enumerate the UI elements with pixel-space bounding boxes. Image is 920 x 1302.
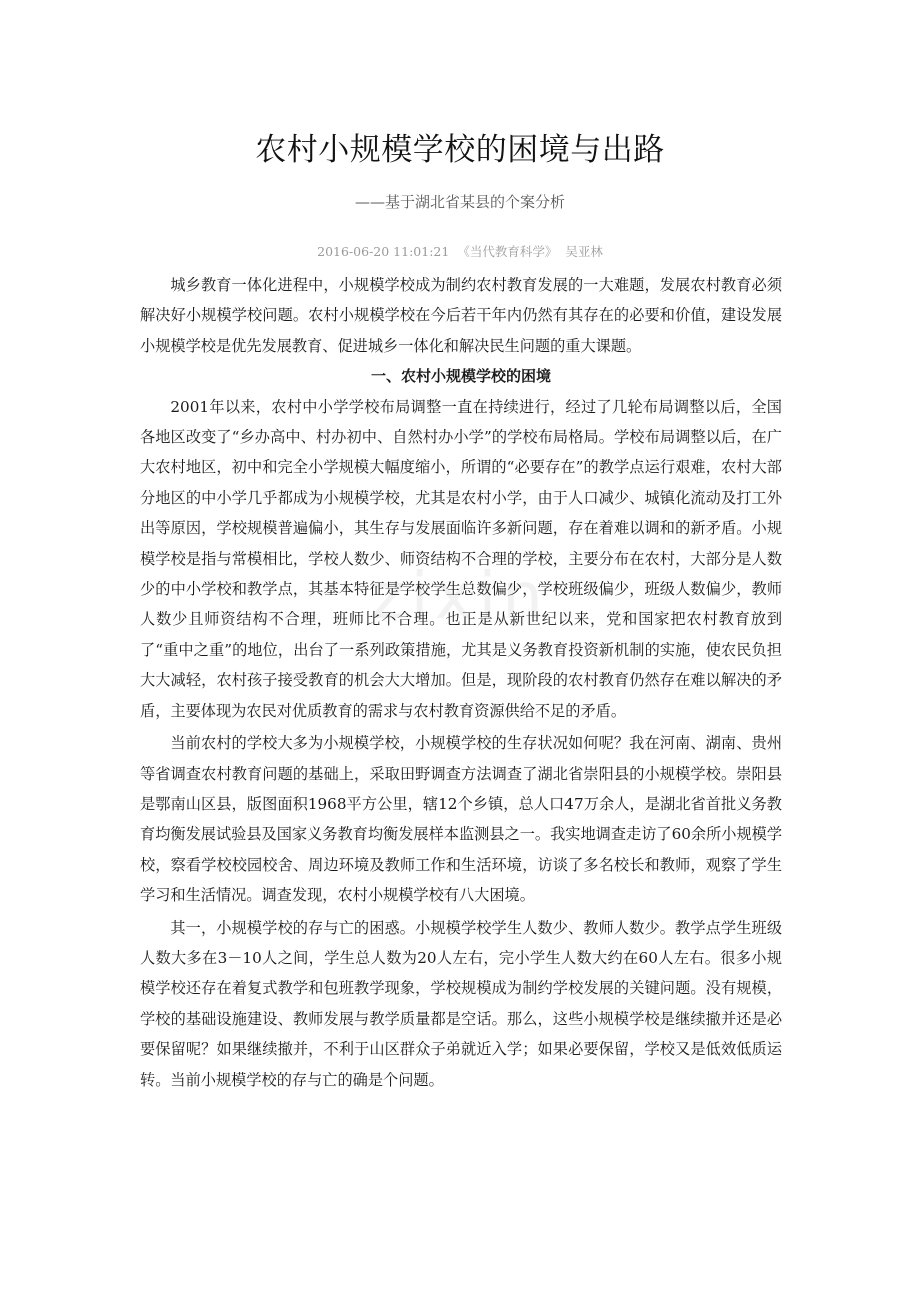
body-paragraph: 2001年以来，农村中小学学校布局调整一直在持续进行，经过了几轮布局调整以后，全国各地区改变了“乡办高中、村办初中、自然村办小学”的学校布局格局。学校布局调整以后，在广大农村地区，初中和完全小学规模大幅度缩小，所谓的“必要存在”的教学点运行艰难，农村大部分地区的中小学几乎都成为小规模学校，尤其是农村小学，由于人口减少、城镇化流动及打工外出等原因，学校规模普遍偏小，其生存与发展面临许多新问题，存在着难以调和的新矛盾。小规模学校是指与常模相比，学校人数少、师资结构不合理的学校，主要分布在农村，大部分是人数少的中小学校和教学点，其基本特征是学校学生总数偏少，学校班级偏少，班级人数偏少，教师人数少且师资结构不合理，班师比不合理。也正是从新世纪以来，党和国家把农村教育放到了“重中之重”的地位，出台了一系列政策措施，尤其是义务教育投资新机制的实施，使农民负担大大减轻，农村孩子接受教育的机会大大增加。但是，现阶段的农村教育仍然存在难以解决的矛盾，主要体现为农民对优质教育的需求与农村教育资源供给不足的矛盾。 (140, 397, 782, 720)
section-heading: 一、农村小规模学校的困境 (370, 367, 551, 386)
article-meta (0, 241, 920, 263)
article-body (140, 270, 782, 1095)
body-paragraph: 当前农村的学校大多为小规模学校，小规模学校的生存状况如何呢？我在河南、湖南、贵州等省调查农村教育问题的基础上，采取田野调查方法调查了湖北省崇阳县的小规模学校。崇阳县是鄂南山区县，版图面积1968平方公里，辖12个乡镇，总人口47万余人，是湖北省首批义务教育均衡发展试验县及国家义务教育均衡发展样本监测县之一。我实地调查走访了60余所小规模学校，察看学校校园校舍、周边环境及教师工作和生活环境，访谈了多名校长和教师，观察了学生学习和生活情况。调查发现，农村小规模学校有八大困境。 (140, 734, 783, 905)
publish-datetime: 2016-06-20 11:01:21 (317, 244, 450, 259)
intro-paragraph: 城乡教育一体化进程中，小规模学校成为制约农村教育发展的一大难题，发展农村教育必须解决好小规模学校问题。农村小规模学校在今后若干年内仍然有其存在的必要和价值，建设发展小规模学校是优先发展教育、促进城乡一体化和解决民生问题的重大课题。 (140, 276, 782, 355)
document-title: 农村小规模学校的困境与出路 (255, 132, 665, 168)
publication-source: 《当代教育科学》 (457, 244, 558, 259)
watermark: zixin (371, 560, 549, 634)
document-subtitle: ——基于湖北省某县的个案分析 (354, 193, 565, 211)
body-paragraph: 其一，小规模学校的存与亡的困惑。小规模学校学生人数少、教师人数少。教学点学生班级人数大多在3－10人之间，学生总人数为20人左右，完小学生人数大约在60人左右。很多小规模学校还存在着复式教学和包班教学现象，学校规模成为制约学校发展的关键问题。没有规模，学校的基础设施建设、教师发展与教学质量都是空话。那么，这些小规模学校是继续撤并还是必要保留呢？如果继续撤并，不利于山区群众子弟就近入学；如果必要保留，学校又是低效低质运转。当前小规模学校的存与亡的确是个问题。 (140, 918, 782, 1089)
author-name: 吴亚林 (565, 244, 603, 259)
